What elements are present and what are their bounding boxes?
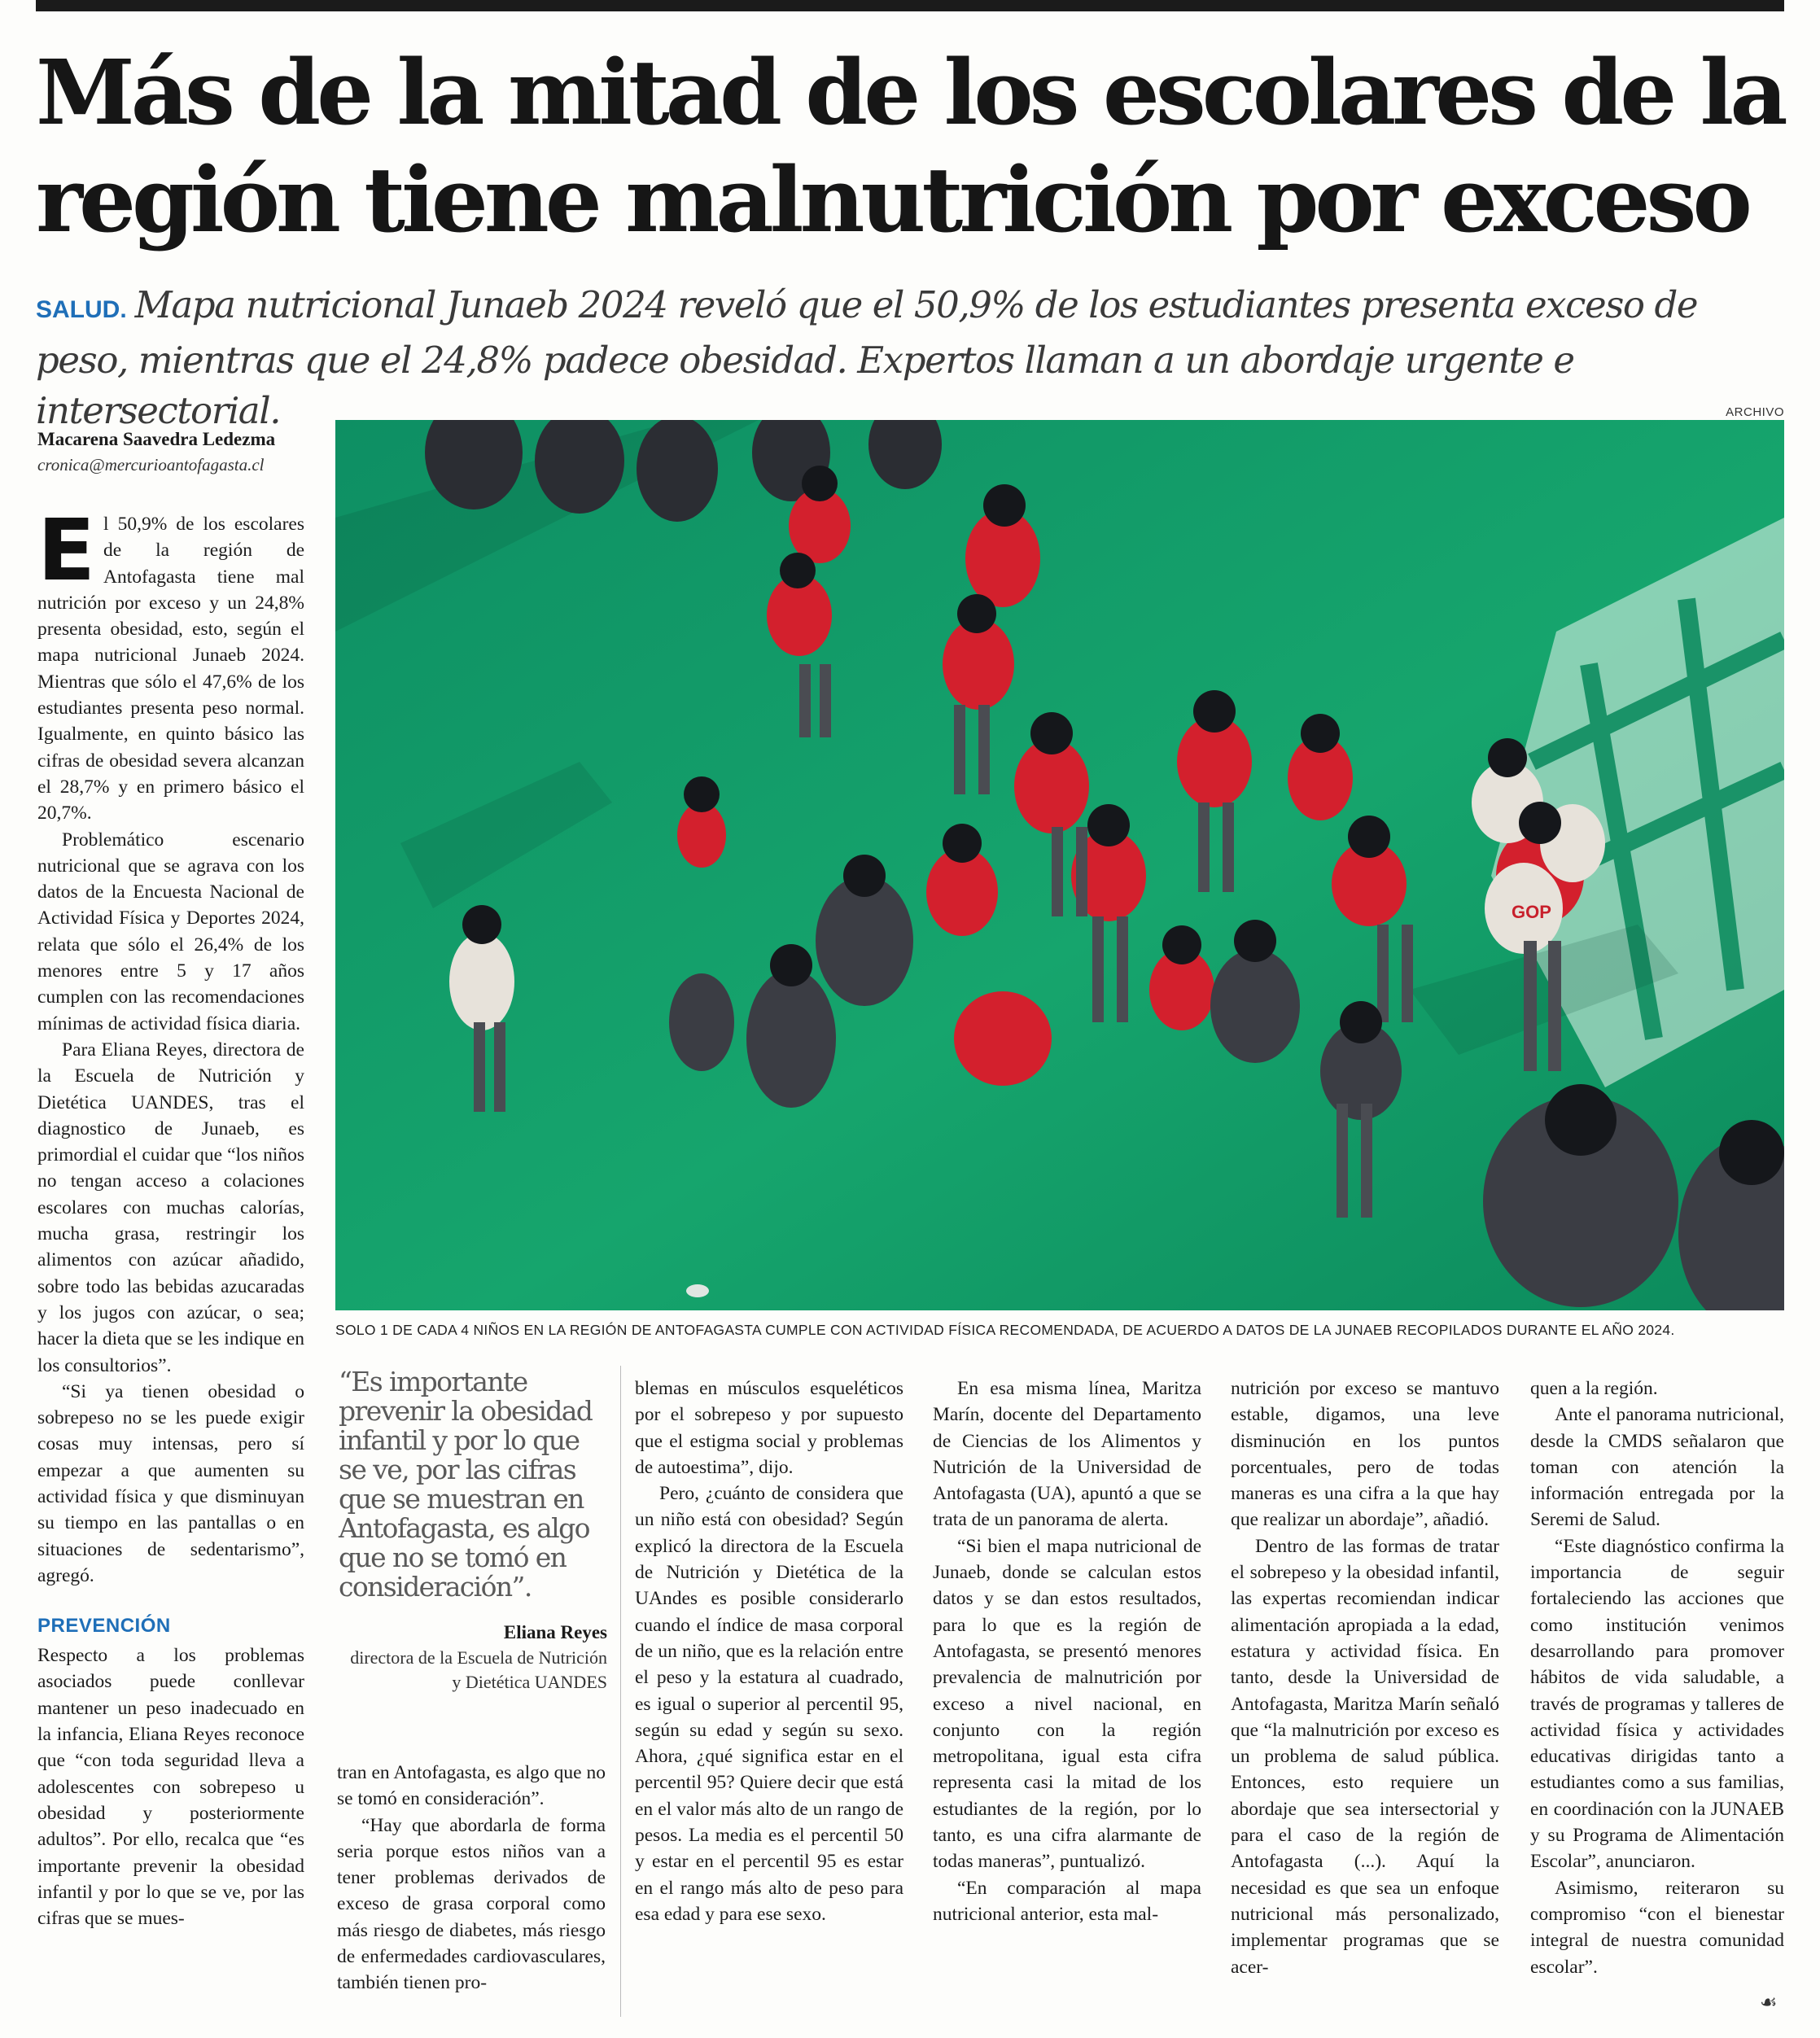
paragraph: “Hay que abordarla de forma seria porque estos niños van a tener problemas derivados de exceso de grasa corporal como más riesgo de diabetes, más riesgo de enfermedades cardiovasculares, también tienen pro- (337, 1814, 606, 1994)
deck (36, 280, 1784, 436)
paragraph: Dentro de las formas de tratar el sobrepeso y la obesidad infantil, las expertas recomiendan indicar alimentación apropiada a la edad, estatura y actividad física. En tanto, desde la Universidad de Antofagasta, Maritza Marín señaló que “la malnutrición por exceso es un problema de salud pública. Entonces, esto requiere un abordaje que sea intersectorial y para el caso de la región de Antofagasta (...). Aquí la necesidad es que sea un enfoque nutricional más personalizado, implementar programas que se acer- (1231, 1535, 1499, 1978)
paragraph: Asimismo, reiteraron su compromiso “con el bienestar integral de nuestra comunidad escolar”. (1530, 1877, 1784, 1978)
paragraph: nutrición por exceso se mantuvo estable, digamos, una leve disminución en los puntos porcentuales, pero de todas maneras es una cifra a la que hay que realizar un abordaje”, añadió. (1231, 1378, 1499, 1531)
article-column-6 (1530, 1375, 1784, 1980)
paragraph: Problemático escenario nutricional que se agrava con los datos de la Encuesta Nacional de Actividad Física y Deportes 2024, relata que sólo el 26,4% de los menores entre 5 y 17 años cumplen con las recomendaciones mínimas de actividad física diaria. (37, 829, 304, 1034)
pull-quote (339, 1367, 607, 1695)
section-kicker: SALUD. (36, 296, 127, 323)
paragraph: En esa misma línea, Maritza Marín, docente del Departamento de Ciencias de los Alimentos y Nutrición de la Universidad de Antofagasta (UA), apuntó a que se trata de un panorama de alerta. (933, 1378, 1201, 1531)
byline (37, 426, 306, 477)
article-column-1 (37, 501, 304, 1931)
shirt-logo: GOP (1512, 902, 1551, 922)
article-column-4 (933, 1375, 1201, 1927)
author-email: cronica@mercurioantofagasta.cl (37, 455, 265, 475)
article-column-5 (1231, 1375, 1499, 1980)
article-column-2 (337, 1760, 606, 1996)
paragraph: “En comparación al mapa nutricional anterior, esta mal- (933, 1877, 1201, 1925)
paragraph: Ante el panorama nutricional, desde la CMDS señalaron que toman con atención la información entregada por la Seremi de Salud. (1530, 1404, 1784, 1531)
paragraph: “Si ya tienen obesidad o sobrepeso no se les puede exigir cosas muy intensas, pero sí empezar a que aumenten su actividad física y que disminuyan su tiempo en las pantallas o en situaciones de sedentarismo”, agregó. (37, 1380, 304, 1586)
photo-schoolchildren (335, 420, 1784, 1310)
headline: Más de la mitad de los escolares de la región tiene malnutrición por exceso (36, 40, 1784, 252)
end-mark-icon: ☙ (1760, 1992, 1778, 2014)
article-column-3 (635, 1375, 903, 1927)
paragraph: Respecto a los problemas asociados puede conllevar mantener un peso inadecuado en la infancia, Eliana Reyes reconoce que “con toda seguridad lleva a adolescentes con sobrepeso u obesidad y posteriormente adultos”. Por ello, recalca que “es importante prevenir la obesidad infantil y por lo que se ve, por las cifras que se mues- (37, 1645, 304, 1930)
paragraph: Pero, ¿cuánto de considera que un niño está con obesidad? Según explicó la directora de la Escuela de Nutrición y Dietética de la UAndes es posible considerarlo cuando el índice de masa corporal de un niño, que es la relación entre el peso y la estatura al cuadrado, es igual o superior al percentil 95, según su edad y según su sexo. Ahora, ¿qué significa estar en el percentil 95? Quiere decir que está en el valor más alto de un rango de pesos. La media es el percentil 50 y estar en el percentil 95 es estar en el rango más alto de peso para esa edad y para ese sexo. (635, 1483, 903, 1925)
paragraph: tran en Antofagasta, es algo que no se tomó en consideración”. (337, 1762, 606, 1810)
deck-text: Mapa nutricional Junaeb 2024 reveló que el 50,9% de los estudiantes presenta exceso de peso, mientras que el 24,8% padece obesidad. Expertos llaman a un abordaje urgente e intersectorial. (36, 283, 1698, 432)
pull-quote-name: Eliana Reyes (503, 1622, 607, 1642)
pull-quote-role: directora de la Escuela de Nutrición y Dietética UANDES (350, 1647, 607, 1692)
photo-illustration (335, 420, 1784, 1310)
author-name: Macarena Saavedra Ledezma (37, 429, 276, 449)
paragraph: “Este diagnóstico confirma la importancia de seguir fortaleciendo las acciones que como institución venimos desarrollando para promover hábitos de vida saludable, a través de programas y talleres de actividad física y actividades educativas dirigidas tanto a estudiantes como a sus familias, en coordinación con la JUNAEB y su Programa de Alimentación Escolar”, anunciaron. (1530, 1535, 1784, 1873)
paragraph: El 50,9% de los escolares de la región de Antofagasta tiene mal nutrición por exceso y un 24,8% presenta obesidad, esto, según el mapa nutricional Junaeb 2024. Mientras que sólo el 47,6% de los estudiantes presenta peso normal. Igualmente, en quinto básico las cifras de obesidad severa alcanzan el 28,7% y en primero básico el 20,7%. (37, 501, 304, 824)
paragraph: blemas en músculos esqueléticos por el sobrepeso y por supuesto que el estigma social y problemas de autoestima”, dijo. (635, 1378, 903, 1478)
pull-quote-text: “Es importante prevenir la obesidad infantil y por lo que se ve, por las cifras que se muestran en Antofagasta, es algo que no se tomó en consideración”. (339, 1366, 593, 1603)
column-rule (620, 1366, 621, 2017)
subheading-prevencion: PREVENCIÓN (37, 1615, 171, 1638)
paragraph: Para Eliana Reyes, directora de la Escuela de Nutrición y Dietética UANDES, tras el diagnostico de Junaeb, es primordial el cuidar que “los niños no tengan acceso a colaciones escolares con muchas calorías, mucha grasa, restringir los alimentos con azúcar añadido, sobre todo las bebidas azucaradas y los jugos con azúcar, o sea; hacer la dieta que se les indique en los consultorios”. (37, 1039, 304, 1376)
top-rule (36, 0, 1784, 11)
photo-caption: SOLO 1 DE CADA 4 NIÑOS EN LA REGIÓN DE ANTOFAGASTA CUMPLE CON ACTIVIDAD FÍSICA RECOMENDADA, DE ACUERDO A DATOS DE LA JUNAEB RECOPILADOS DURANTE EL AÑO 2024. (335, 1322, 1675, 1338)
paragraph: “Si bien el mapa nutricional de Junaeb, donde se calculan estos datos y se dan estos resultados, para lo que es la región de Antofagasta, se presentó menores prevalencia de malnutrición por exceso a nivel nacional, en conjunto con la región metropolitana, igual esta cifra representa casi la mitad de los estudiantes de la región, por lo tanto, es una cifra alarmante de todas maneras”, puntualizó. (933, 1535, 1201, 1873)
photo-credit: ARCHIVO (1726, 405, 1784, 419)
drop-cap: E (37, 501, 96, 600)
paragraph: quen a la región. (1530, 1378, 1658, 1399)
